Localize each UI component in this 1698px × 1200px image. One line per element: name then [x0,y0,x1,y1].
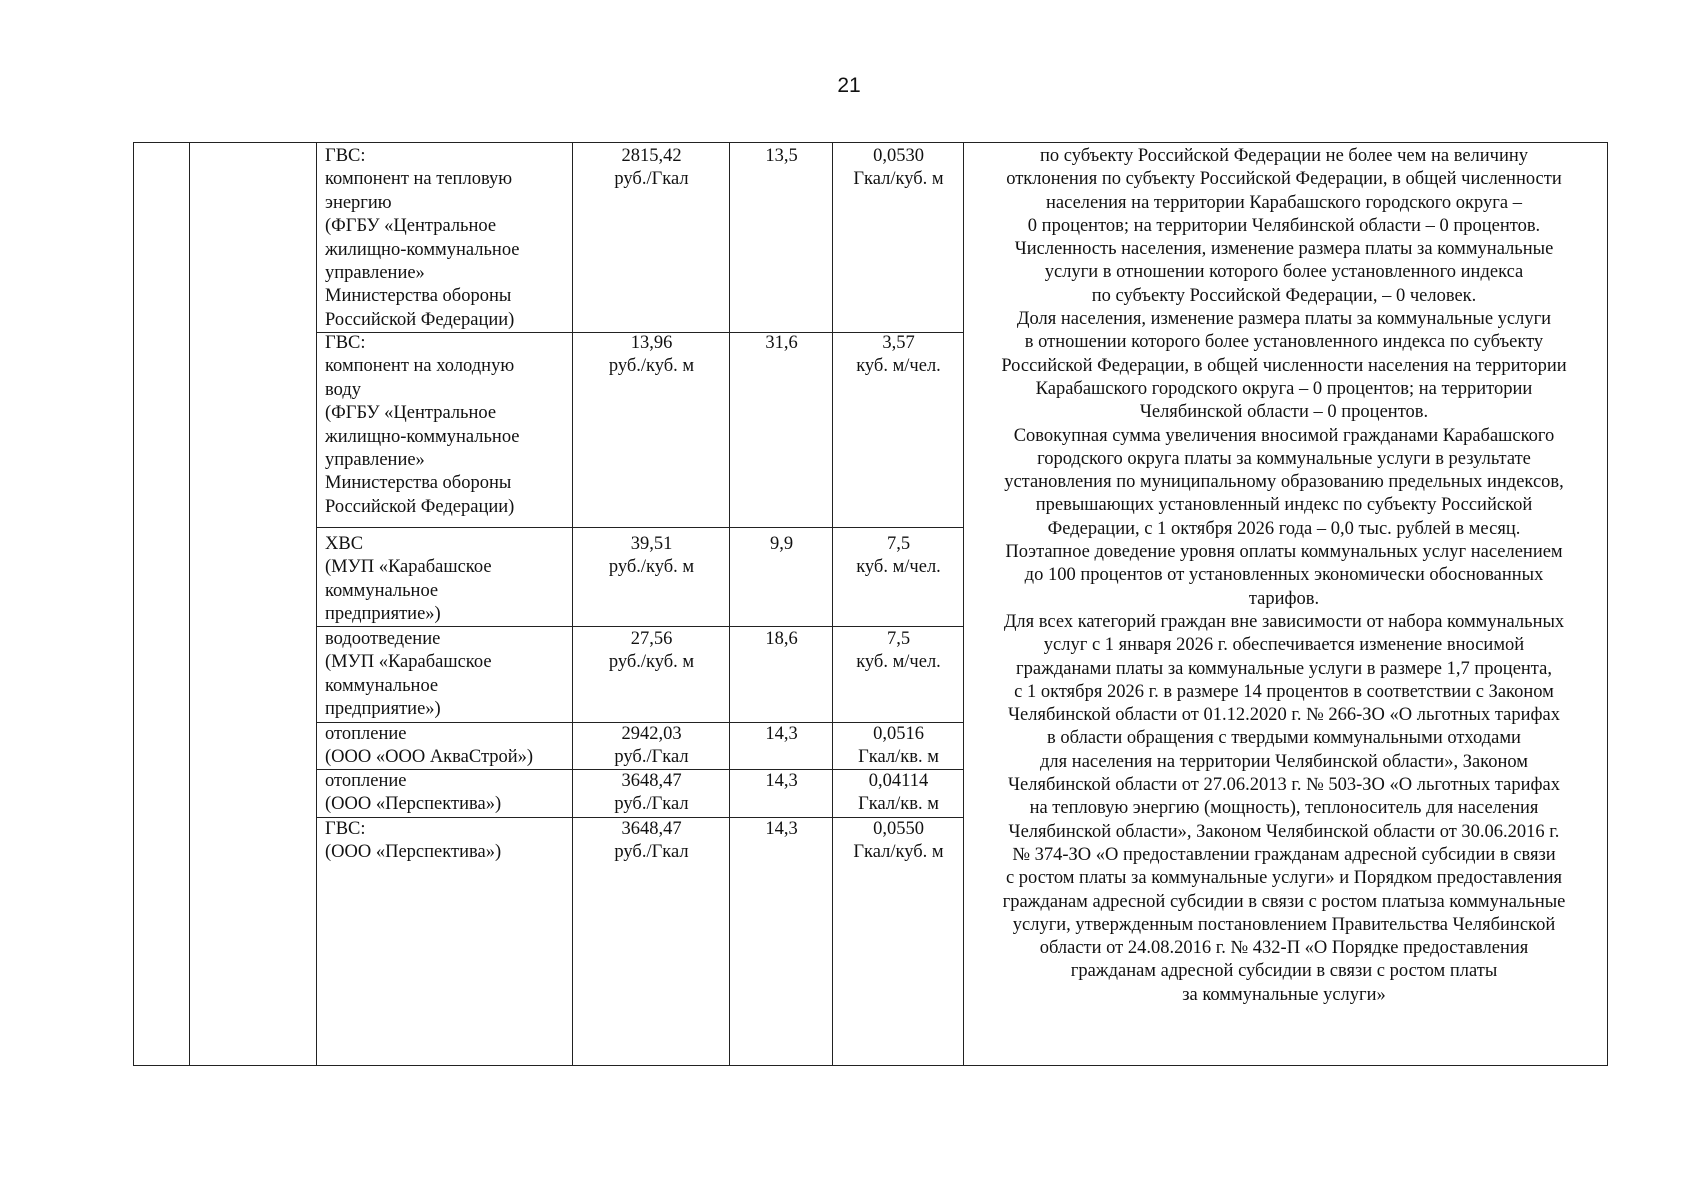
volume-cell: 3,57 куб. м/чел. [856,333,941,377]
tariff-cell: 27,56 руб./куб. м [608,629,695,673]
volume-cell: 7,5 куб. м/чел. [856,629,941,673]
page-number: 21 [837,74,861,97]
volume-cell: 0,04114 Гкал/кв. м [858,771,939,815]
growth-cell: 13,5 [765,146,798,166]
tariff-cell: 3648,47 руб./Гкал [614,819,689,863]
tariff-cell: 2815,42 руб./Гкал [614,146,689,190]
growth-cell: 31,6 [765,333,798,353]
tariff-cell: 2942,03 руб./Гкал [614,724,689,768]
service-cell: ХВС (МУП «Карабашское коммунальное предприятие») [325,534,492,625]
service-cell: отопление (ООО «Перспектива») [325,771,502,815]
volume-cell: 0,0516 Гкал/кв. м [858,724,939,768]
tariff-cell: 13,96 руб./куб. м [608,333,695,377]
service-cell: ГВС: компонент на холодную воду (ФГБУ «Центральное жилищно-коммунальное управление» Министерства обороны Российской Федерации) [325,333,520,517]
service-cell: отопление (ООО «ООО АкваСтрой») [325,724,534,768]
column-divider [316,143,317,1065]
tariff-table [133,142,1608,1066]
growth-cell: 14,3 [765,724,798,744]
service-cell: водоотведение (МУП «Карабашское коммунальное предприятие») [325,629,492,720]
growth-cell: 9,9 [769,534,794,554]
notes-text: по субъекту Российской Федерации не более чем на величину отклонения по субъекту Российской Федерации, в общей численности населения на территории Карабашского городского округа – 0 процентов; на территории Челябинской области – 0 процентов. Численность населения, изменение размера платы за коммунальные услуги в отношении которого более установленного индекса по субъекту Российской Федерации, – 0 человек. Доля населения, изменение размера платы за коммунальные услуги в отношении которого более установленного индекса по субъекту Российской Федерации, в общей численности населения на территории Карабашского городского округа – 0 процентов; на территории Челябинской области – 0 процентов. Совокупная сумма увеличения вносимой гражданами Карабашского городского округа платы за коммунальные услуги в результате установления по муниципальному образованию предельных индексов, превышающих установленный индекс по субъекту Российской Федерации, с 1 октября 2026 года – 0,0 тыс. рублей в месяц. Поэтапное доведение уровня оплаты коммунальных услуг населением до 100 процентов от установленных экономически обоснованных тарифов. Для всех категорий граждан вне зависимости от набора коммунальных услуг с 1 января 2026 г. обеспечивается изменение вносимой гражданами платы за коммунальные услуги в размере 1,7 процента, с 1 октября 2026 г. в размере 14 процентов в соответствии с Законом Челябинской области от 01.12.2020 г. № 266-ЗО «О льготных тарифах в области обращения с твердыми коммунальными отходами для населения на территории Челябинской области», Законом Челябинской области от 27.06.2013 г. № 503-ЗО «О льготных тарифах на тепловую энергию (мощность), теплоноситель для населения Челябинской области», Законом Челябинской области от 30.06.2016 г. № 374-ЗО «О предоставлении гражданам адресной субсидии в связи с ростом платы за коммунальные услуги» и Порядком предоставления гражданам адресной субсидии в связи с ростом платыза коммунальные услуги, утвержденным постановлением Правительства Челябинской области от 24.08.2016 г. № 432-П «О Порядке предоставления гражданам адресной субсидии в связи с ростом платы за коммунальные услуги» [1001,146,1567,1005]
growth-cell: 14,3 [765,819,798,839]
column-divider [729,143,730,1065]
volume-cell: 0,0530 Гкал/куб. м [853,146,944,190]
column-divider [189,143,190,1065]
row-divider [316,527,963,528]
column-divider [572,143,573,1065]
column-divider [832,143,833,1065]
service-cell: ГВС: (ООО «Перспектива») [325,819,502,863]
tariff-cell: 39,51 руб./куб. м [608,534,695,578]
tariff-cell: 3648,47 руб./Гкал [614,771,689,815]
volume-cell: 0,0550 Гкал/куб. м [853,819,944,863]
volume-cell: 7,5 куб. м/чел. [856,534,941,578]
service-cell: ГВС: компонент на тепловую энергию (ФГБУ «Центральное жилищно-коммунальное управление» Министерства обороны Российской Федерации) [325,146,520,330]
growth-cell: 14,3 [765,771,798,791]
growth-cell: 18,6 [765,629,798,649]
